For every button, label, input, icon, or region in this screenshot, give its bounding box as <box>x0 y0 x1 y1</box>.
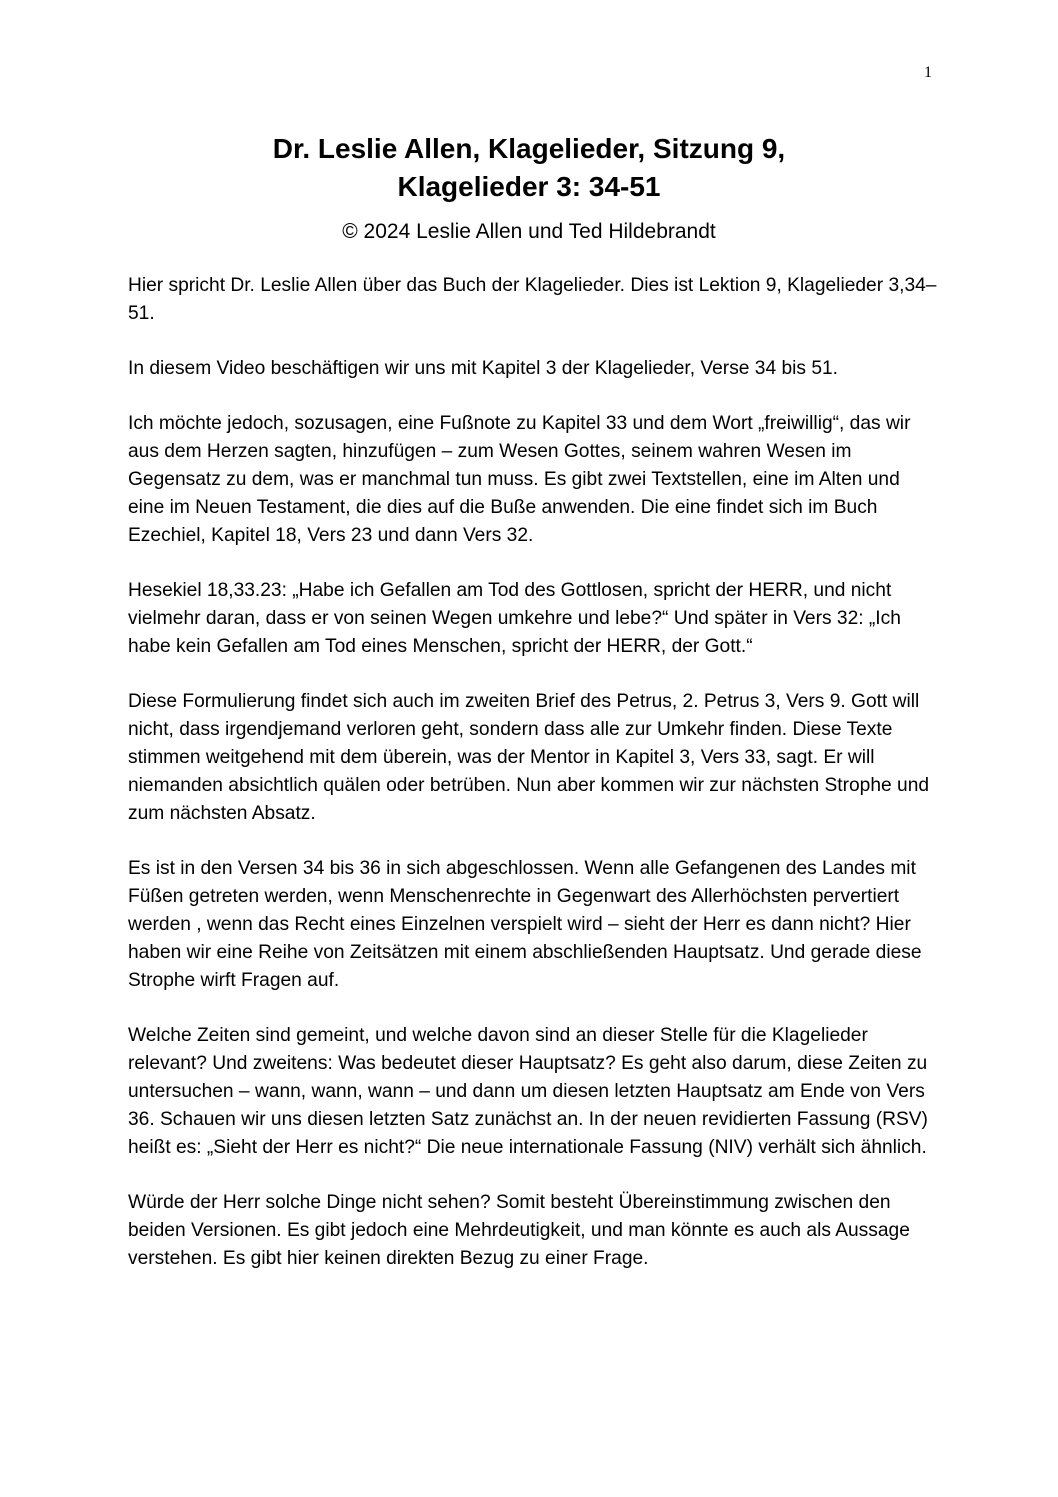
document-body <box>128 272 940 1300</box>
paragraph: Würde der Herr solche Dinge nicht sehen? Somit besteht Übereinstimmung zwischen den beiden Versionen. Es gibt jedoch eine Mehrdeutigkeit, und man könnte es auch als Aussage verstehen. Es gibt hier keinen direkten Bezug zu einer Frage. <box>128 1192 910 1269</box>
paragraph: Diese Formulierung findet sich auch im zweiten Brief des Petrus, 2. Petrus 3, Vers 9. Gott will nicht, dass irgendjemand verloren geht, sondern dass alle zur Umkehr finden. Diese Texte stimmen weitgehend mit dem überein, was der Mentor in Kapitel 3, Vers 33, sagt. Er will niemanden absichtlich quälen oder betrüben. Nun aber kommen wir zur nächsten Strophe und zum nächsten Absatz. <box>128 691 930 824</box>
page-number: 1 <box>924 64 932 81</box>
paragraph: Hesekiel 18,33.23: „Habe ich Gefallen am Tod des Gottlosen, spricht der HERR, und nicht vielmehr daran, dass er von seinen Wegen umkehre und lebe?“ Und später in Vers 32: „Ich habe kein Gefallen am Tod eines Menschen, spricht der HERR, der Gott.“ <box>128 580 901 657</box>
paragraph: Welche Zeiten sind gemeint, und welche davon sind an dieser Stelle für die Klagelieder relevant? Und zweitens: Was bedeutet dieser Hauptsatz? Es geht also darum, diese Zeiten zu untersuchen – wann, wann, wann – und dann um diesen letzten Hauptsatz am Ende von Vers 36. Schauen wir uns diesen letzten Satz zunächst an. In der neuen revidierten Fassung (RSV) heißt es: „Sieht der Herr es nicht?“ Die neue internationale Fassung (NIV) verhält sich ähnlich. <box>128 1025 928 1158</box>
title-line-2: Klagelieder 3: 34-51 <box>397 171 661 202</box>
paragraph: Es ist in den Versen 34 bis 36 in sich abgeschlossen. Wenn alle Gefangenen des Landes mit Füßen getreten werden, wenn Menschenrechte in Gegenwart des Allerhöchsten pervertiert werden , wenn das Recht eines Einzelnen verspielt wird – sieht der Herr es dann nicht? Hier haben wir eine Reihe von Zeitsätzen mit einem abschließenden Hauptsatz. Und gerade diese Strophe wirft Fragen auf. <box>128 858 922 991</box>
paragraph: In diesem Video beschäftigen wir uns mit Kapitel 3 der Klagelieder, Verse 34 bis 51. <box>128 358 839 379</box>
paragraph: Ich möchte jedoch, sozusagen, eine Fußnote zu Kapitel 33 und dem Wort „freiwillig“, das wir aus dem Herzen sagten, hinzufügen – zum Wesen Gottes, seinem wahren Wesen im Gegensatz zu dem, was er manchmal tun muss. Es gibt zwei Textstellen, eine im Alten und eine im Neuen Testament, die dies auf die Buße anwenden. Die eine findet sich im Buch Ezechiel, Kapitel 18, Vers 23 und dann Vers 32. <box>128 413 911 546</box>
paragraph: Hier spricht Dr. Leslie Allen über das Buch der Klagelieder. Dies ist Lektion 9, Klagelieder 3,34–51. <box>128 275 937 324</box>
title-line-1: Dr. Leslie Allen, Klagelieder, Sitzung 9, <box>272 133 786 164</box>
document-title <box>0 130 1058 206</box>
copyright-line: © 2024 Leslie Allen und Ted Hildebrandt <box>342 220 716 243</box>
